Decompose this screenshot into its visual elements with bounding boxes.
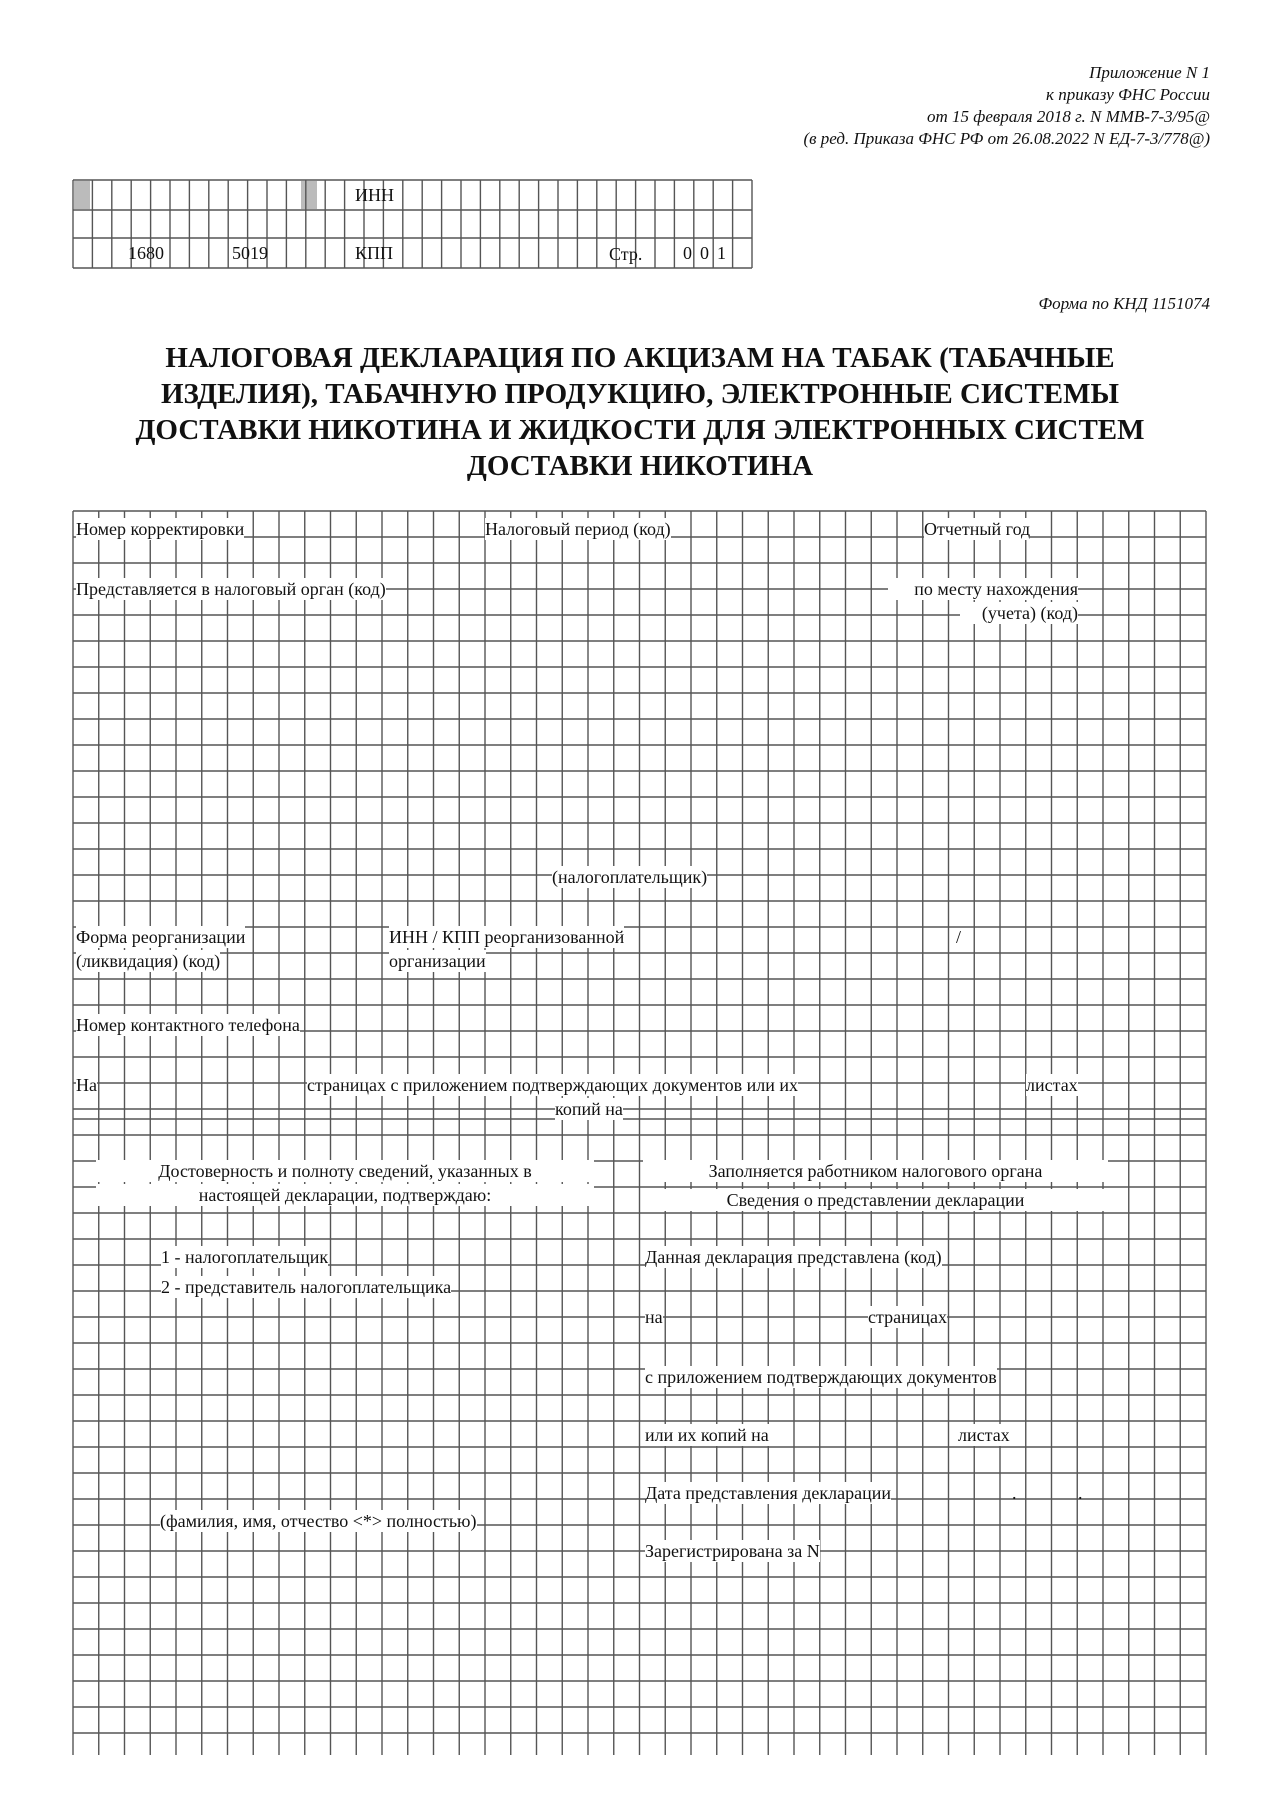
sheets-label: листах	[1026, 1075, 1078, 1095]
page-digit-1: 0	[683, 243, 692, 263]
pages-label-1: страницах с приложением подтверждающих документов или их	[307, 1075, 799, 1095]
tax-authority-label: Представляется в налоговый орган (код)	[76, 579, 386, 599]
pages-label-2: копий на	[555, 1099, 623, 1119]
code-left-value: 1680	[128, 243, 164, 263]
submitted-label: Данная декларация представлена (код)	[645, 1247, 942, 1267]
report-year-label: Отчетный год	[924, 519, 1031, 539]
confirm-option-1: 1 - налогоплательщик	[161, 1247, 329, 1267]
registered-label: Зарегистрирована за N	[645, 1541, 820, 1561]
office-subtitle: Сведения о представлении декларации	[643, 1189, 1108, 1211]
confirm-option-2: 2 - представитель налогоплательщика	[161, 1277, 452, 1297]
inn-label: ИНН	[355, 185, 394, 205]
reorg-label-1: Форма реорганизации	[76, 927, 246, 947]
code-right-value: 5019	[232, 243, 268, 263]
kpp-label: КПП	[355, 243, 394, 263]
office-pages-label: страницах	[868, 1307, 947, 1327]
order-line-1: к приказу ФНС России	[1046, 85, 1210, 104]
date-label: Дата представления декларации	[645, 1483, 892, 1503]
correction-number-label: Номер корректировки	[76, 519, 245, 539]
tax-period-label: Налоговый период (код)	[485, 519, 671, 539]
location-label-2: (учета) (код)	[960, 602, 1078, 624]
office-title: Заполняется работником налогового органа	[643, 1160, 1108, 1182]
fio-label: (фамилия, имя, отчество <*> полностью)	[160, 1511, 477, 1531]
reorg-inn-label-1: ИНН / КПП реорганизованной	[389, 927, 625, 947]
confirm-line-2: настоящей декларации, подтверждаю:	[96, 1184, 594, 1206]
on-label: На	[76, 1075, 97, 1095]
annex-label: Приложение N 1	[1089, 63, 1210, 82]
page-label: Стр.	[609, 244, 643, 264]
reorg-label-2: (ликвидация) (код)	[76, 951, 221, 971]
taxpayer-label: (налогоплательщик)	[552, 867, 708, 887]
document-title: НАЛОГОВАЯ ДЕКЛАРАЦИЯ ПО АКЦИЗАМ НА ТАБАК (ТАБАЧНЫЕ ИЗДЕЛИЯ), ТАБАЧНУЮ ПРОДУКЦИЮ, ЭЛЕКТРОННЫЕ СИСТЕМЫ ДОСТАВКИ НИКОТИНА И ЖИДКОСТИ ДЛЯ ЭЛЕКТРОННЫХ СИСТЕМ ДОСТАВКИ НИКОТИНА	[135, 342, 1145, 482]
location-label-1: по месту нахождения	[888, 578, 1078, 600]
page-digit-2: 0	[700, 243, 709, 263]
page-digit-3: 1	[717, 243, 726, 263]
form-code: Форма по КНД 1151074	[1038, 294, 1210, 313]
phone-label: Номер контактного телефона	[76, 1015, 300, 1035]
confirm-line-1: Достоверность и полноту сведений, указанных в	[96, 1160, 594, 1182]
date-dot-1: .	[1012, 1483, 1017, 1503]
order-line-2: от 15 февраля 2018 г. N ММВ-7-3/95@	[927, 107, 1210, 126]
reorg-slash: /	[956, 927, 962, 947]
with-docs-label: с приложением подтверждающих документов	[645, 1367, 997, 1387]
office-sheets-label: листах	[958, 1425, 1010, 1445]
copies-label: или их копий на	[645, 1425, 769, 1445]
office-on-label: на	[645, 1307, 663, 1327]
order-line-3: (в ред. Приказа ФНС РФ от 26.08.2022 N ЕД-7-3/778@)	[803, 129, 1210, 148]
date-dot-2: .	[1078, 1483, 1083, 1503]
reorg-inn-label-2: организации	[389, 951, 486, 971]
